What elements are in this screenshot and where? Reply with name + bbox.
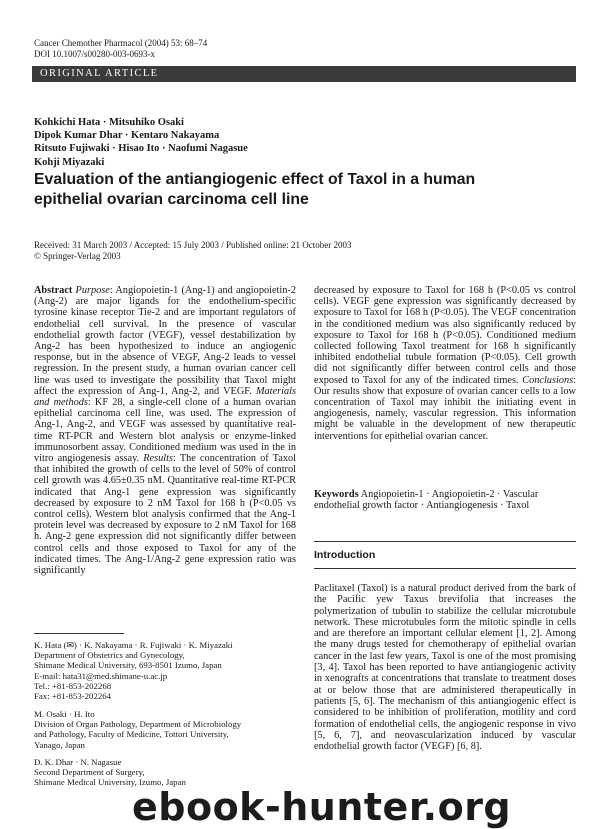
- affiliation-line: D. K. Dhar · N. Nagasue: [34, 757, 122, 767]
- methods-label: Materials and methods: [34, 385, 296, 409]
- results-text: : The concentration of Taxol that inhibited the growth of cells to the level of 50% of control cell growth was 4.65±0.35 nM. Quantitative real-time RT-PCR indicated that Ang-1 gene expression was significantly decreased by exposure to 2 nM Taxol for 168 h (P<0.05 vs control cells). Western blot analysis confirmed that the Ang-1 protein level was decreased by exposure to 2 nM Taxol for 168 h. Ang-2 gene expression did not significantly differ between control cells and those exposed to Taxol for any of the indicated times. The Ang-1/Ang-2 gene expression ratio was significantly: [34, 453, 296, 577]
- affiliation-line: Second Department of Surgery,: [34, 767, 145, 778]
- affiliation-line: Yanago, Japan: [34, 739, 85, 750]
- article-title: Evaluation of the antiangiogenic effect of Taxol in a human epithelial ovarian carcinoma cell line: [34, 171, 476, 208]
- abstract-continued-text: decreased by exposure to Taxol for 168 h (P<0.05 vs control cells). VEGF gene expression was significantly decreased by exposure to Taxol for 168 h (P<0.05). The VEGF concentration in the conditioned medium was also significantly reduced by exposure to Taxol for 168 h (P<0.05). Conditioned medium collected following Taxol treatment for 168 h significantly inhibited endothelial tubule formation (P<0.05). Cell growth did not significantly differ between control cells and those exposed to Taxol for any of the indicated times.: [314, 285, 576, 386]
- author-line: Dipok Kumar Dhar · Kentaro Nakayama: [34, 130, 220, 142]
- article-type-banner: [32, 66, 576, 82]
- affiliation-fax: Fax: +81-853-202264: [34, 691, 112, 702]
- conclusions-text: : Our results show that exposure of ovarian cancer cells to a low concentration of Taxol may inhibit the initiating event in angiogenesis, namely, vascular regression. This information might be valuable in the development of new therapeutic interventions for epithelial ovarian cancer.: [314, 374, 576, 442]
- footnote-divider: [34, 633, 124, 634]
- affiliation-email[interactable]: E-mail: hata31@med.shimane-u.ac.jp: [34, 670, 168, 681]
- affiliation-line: Shimane Medical University, 693-8501 Izumo, Japan: [34, 660, 222, 671]
- introduction-heading: Introduction: [314, 549, 376, 561]
- affiliation-tel: Tel.: +81-853-202268: [34, 680, 112, 691]
- article-type-label: ORIGINAL ARTICLE: [40, 68, 159, 79]
- keywords-text: Angiopoietin-1 · Angiopoietin-2 · Vascular endothelial growth factor · Antiangiogenesis · Taxol: [314, 489, 539, 512]
- affiliation-line: K. Hata (✉) · K. Nakayama · R. Fujiwaki · K. Miyazaki: [34, 640, 233, 650]
- journal-citation: [34, 38, 207, 59]
- affiliation-line: Shimane Medical University, Izumo, Japan: [34, 777, 186, 788]
- abstract-label: Abstract: [34, 285, 73, 296]
- conclusions-label: Conclusions: [522, 374, 574, 386]
- affiliation-line: M. Osaki · H. Ito: [34, 709, 95, 719]
- section-divider-bottom: [314, 568, 576, 569]
- author-line: Kohkichi Hata · Mitsuhiko Osaki: [34, 117, 184, 128]
- journal-doi: DOI 10.1007/s00280-003-0693-x: [34, 48, 155, 59]
- methods-text: : KF 28, a single-cell clone of a human ovarian epithelial carcinoma cell line, was used. The expression of Ang-1, Ang-2, and VEGF was assessed by quantitative real-time RT-PCR and Western blot analysis or enzyme-linked immunosorbent assay. Conditioned medium was used in the in vitro angiogenesis assay.: [34, 397, 296, 465]
- journal-line-1: Cancer Chemother Pharmacol (2004) 53: 68–74: [34, 38, 208, 48]
- author-line: Ritsuto Fujiwaki · Hisao Ito · Naofumi Nagasue: [34, 143, 248, 155]
- watermark: ebook-hunter.org: [132, 785, 512, 829]
- affiliation-line: Division of Organ Pathology, Department of Microbiology: [34, 719, 242, 730]
- results-label: Results: [143, 453, 174, 465]
- dates-line: Received: 31 March 2003 / Accepted: 15 July 2003 / Published online: 21 October 2003: [34, 240, 352, 250]
- affiliation-block-2: [34, 709, 296, 750]
- keywords-label: Keywords: [314, 489, 359, 500]
- introduction-body: [314, 583, 576, 752]
- affiliation-line: and Pathology, Faculty of Medicine, Tottori University,: [34, 729, 229, 740]
- author-list: [34, 116, 248, 169]
- keywords: [314, 489, 576, 512]
- abstract-left-column: [34, 285, 296, 576]
- purpose-text: : Angiopoietin-1 (Ang-1) and angiopoietin-2 (Ang-2) are major ligands for the endothelium-specific tyrosine kinase receptor Tie-2 and are important regulators of endothelial cell survival. In the presence of vascular endothelial growth factor (VEGF), vessel destabilization by Ang-2 has been hypothesized to induce an angiogenic response, but in the absence of VEGF, Ang-2 leads to vessel regression. In the present study, a human ovarian cancer cell line was used to investigate the possibility that Taxol might affect the expression of Ang-1, Ang-2, and VEGF.: [34, 285, 296, 397]
- section-divider-top: [314, 541, 576, 542]
- purpose-label: Purpose: [75, 285, 110, 296]
- affiliation-line: Department of Obstetrics and Gynecology,: [34, 650, 185, 661]
- author-line: Kohji Miyazaki: [34, 156, 105, 168]
- affiliation-block-3: [34, 757, 296, 788]
- copyright-line: © Springer-Verlag 2003: [34, 250, 121, 261]
- abstract-right-column: [314, 285, 576, 442]
- affiliation-block-1: [34, 640, 296, 701]
- publication-dates: [34, 240, 351, 262]
- introduction-paragraph: Paclitaxel (Taxol) is a natural product derived from the bark of the Pacific yew Taxus brevifolia that increases the polymerization of tubulin to stabilize the cellular microtubule network. These microtubules form the mitotic spindle in cells and are therefore an important cellular element [1, 2]. Among the many drugs tested for chemotherapy of epithelial ovarian cancer in the last few years, Taxol is one of the most promising [3, 4]. Taxol has been reported to have antiangiogenic activity in xenografts at concentrations that translate to treatment doses at or below those that are administered therapeutically in patients [5, 6]. The mechanism of this antiangiogenic effect is considered to be inhibition of proliferation, motility and cord formation of endothelial cells, the angiogenic response in vivo [5, 6, 7], and neovascularization induced by vascular endothelial growth factor (VEGF) [6, 8].: [314, 583, 576, 753]
